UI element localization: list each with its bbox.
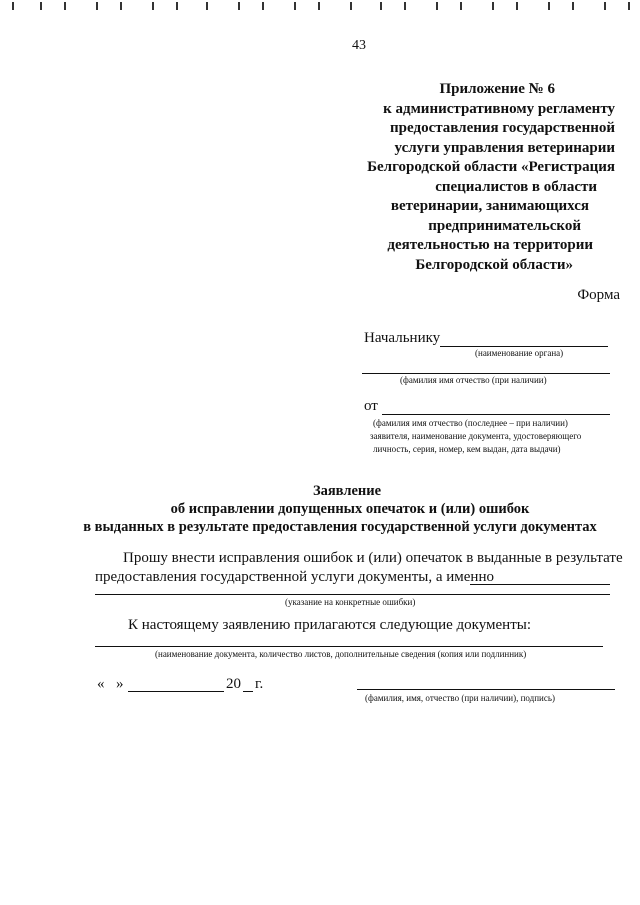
date-year-suffix: г. <box>255 676 264 692</box>
to-fio-caption: (фамилия имя отчество (при наличии) <box>400 375 547 385</box>
appendix-line: предоставления государственной <box>390 120 615 136</box>
date-close-quote: » <box>116 676 124 692</box>
date-day-month-field[interactable] <box>128 691 224 692</box>
appendix-line: ветеринарии, занимающихся <box>390 198 589 214</box>
errors-field[interactable] <box>95 594 610 595</box>
appendix-title: Приложение № 6 <box>439 81 555 97</box>
attachments-caption: (наименование документа, количество листов, дополнительные сведения (копия или подлинник) <box>155 649 527 659</box>
appendix-line: деятельностью на территории <box>387 237 593 253</box>
appendix-line: предпринимательской <box>428 217 581 234</box>
to-organ-field[interactable] <box>440 346 608 347</box>
signature-caption: (фамилия, имя, отчество (при наличии), подпись) <box>365 693 555 703</box>
to-fio-field[interactable] <box>362 373 610 374</box>
from-caption-line: личность, серия, номер, кем выдан, дата выдачи) <box>373 444 561 454</box>
appendix-line: услуги управления ветеринарии <box>394 139 615 156</box>
errors-caption: (указание на конкретные ошибки) <box>285 597 416 607</box>
from-caption-line: (фамилия имя отчество (последнее – при наличии) <box>373 418 568 428</box>
to-head-label: Начальнику <box>364 330 441 346</box>
appendix-line: к административному регламенту <box>383 100 615 117</box>
statement-subtitle: в выданных в результате предоставления государственной услуги документах <box>83 519 597 535</box>
from-label: от <box>364 398 378 414</box>
date-open-quote: « <box>97 676 105 692</box>
signature-field[interactable] <box>357 689 615 690</box>
statement-title-block <box>70 482 610 536</box>
statement-subtitle: об исправлении допущенных опечаток и (или) ошибок <box>170 501 530 517</box>
request-text-line: предоставления государственной услуги документы, а именно <box>95 569 494 585</box>
from-applicant-field[interactable] <box>382 414 610 415</box>
page-number: 43 <box>352 38 366 53</box>
date-year-prefix: 20 <box>226 676 241 692</box>
appendix-header <box>330 80 615 275</box>
form-label: Форма <box>577 287 620 303</box>
to-organ-caption: (наименование органа) <box>475 348 564 358</box>
from-caption-line: заявителя, наименование документа, удостоверяющего <box>370 431 582 441</box>
scan-edge-marks <box>0 0 640 12</box>
appendix-line: Белгородской области» <box>415 256 573 273</box>
appendix-line: специалистов в области <box>435 178 597 195</box>
statement-title: Заявление <box>312 483 382 499</box>
attachments-text: К настоящему заявлению прилагаются следующие документы: <box>128 617 532 633</box>
request-text-line: Прошу внести исправления ошибок и (или) опечаток в выданные в результате <box>123 550 623 566</box>
errors-inline-field[interactable] <box>470 584 610 585</box>
attachments-field[interactable] <box>95 646 603 647</box>
appendix-line: Белгородской области «Регистрация <box>367 159 615 175</box>
date-year-field[interactable] <box>243 691 253 692</box>
